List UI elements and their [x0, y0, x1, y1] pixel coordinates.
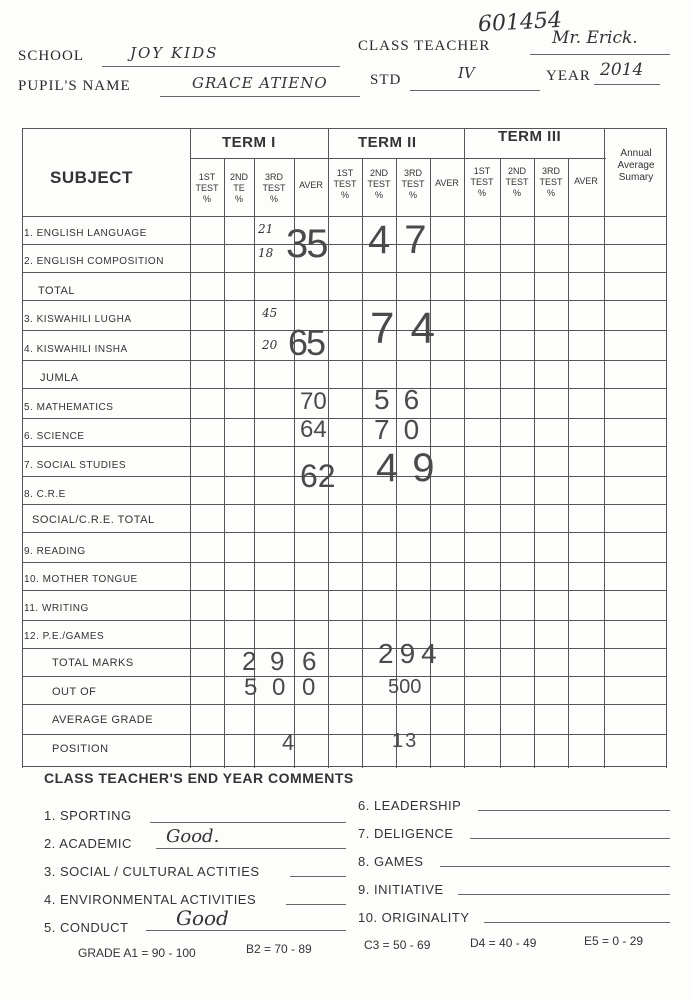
outof-t1-digit: 5	[244, 674, 258, 701]
subject-row: SOCIAL/C.R.E. TOTAL	[32, 514, 155, 526]
kiswahili-t2-mark: 74	[370, 304, 451, 353]
subject-row: 6. SCIENCE	[24, 431, 85, 442]
subject-row: 8. C.R.E	[24, 489, 66, 500]
outof-t1-digit: 0	[302, 674, 316, 701]
subject-row: 3. KISWAHILI LUGHA	[24, 314, 132, 325]
subject-row: TOTAL	[38, 285, 75, 297]
comment-environmental-label: 4. ENVIRONMENTAL ACTIVITIES	[44, 892, 257, 907]
comment-underline	[440, 866, 670, 867]
science-t1-mark: 64	[300, 416, 327, 443]
comments-title: CLASS TEACHER'S END YEAR COMMENTS	[44, 770, 354, 786]
subject-row: AVERAGE GRADE	[52, 714, 154, 726]
subject-row: TOTAL MARKS	[52, 657, 134, 669]
grade-c3: C3 = 50 - 69	[364, 938, 431, 952]
t1-test2-header: 2ND TE %	[229, 172, 248, 204]
term-2-header: TERM II	[358, 134, 417, 151]
class-teacher-value: Mr. Erick.	[552, 28, 638, 48]
eng-lang-t1-mark: 21	[258, 222, 274, 236]
comment-underline	[470, 838, 670, 839]
subject-row: OUT OF	[52, 686, 97, 698]
grade-e5: E5 = 0 - 29	[584, 934, 644, 948]
t1-test3-header: 3RD TEST %	[262, 172, 286, 204]
t3-test3-header: 3RD TEST %	[539, 166, 563, 198]
comment-underline	[150, 822, 346, 823]
pupil-name-label: PUPIL'S NAME	[18, 78, 131, 94]
pupil-underline	[160, 96, 360, 97]
comment-conduct-value: Good	[176, 906, 229, 930]
comment-underline	[458, 894, 670, 895]
kiswahili-t1-average: 65	[288, 322, 325, 363]
comment-underline	[484, 922, 670, 923]
t2-test1-header: 1ST TEST %	[333, 168, 357, 200]
comment-sporting-label: 1. SPORTING	[44, 808, 132, 823]
outof-t2-mark: 500	[388, 676, 422, 698]
subject-row: POSITION	[52, 743, 109, 755]
std-underline	[410, 90, 540, 91]
subject-row: 9. READING	[24, 546, 86, 557]
comment-academic-value: Good.	[166, 826, 220, 847]
term-3-header: TERM III	[498, 128, 562, 145]
year-label: YEAR	[546, 68, 591, 84]
comment-leadership-label: 6. LEADERSHIP	[358, 798, 462, 813]
english-t2-mark: 47	[368, 218, 441, 262]
eng-comp-t1-mark: 18	[258, 246, 274, 260]
english-t1-average: 35	[286, 222, 327, 266]
kis-lugha-t1-mark: 45	[262, 306, 278, 320]
t2-test2-header: 2ND TEST %	[367, 168, 391, 200]
comment-games-label: 8. GAMES	[358, 854, 424, 869]
comment-conduct-label: 5. CONDUCT	[44, 920, 129, 935]
grade-a1: GRADE A1 = 90 - 100	[78, 946, 196, 960]
t3-test1-header: 1ST TEST %	[470, 166, 494, 198]
comment-underline	[286, 904, 346, 905]
total-t1-digit: 6	[302, 646, 317, 676]
ref-number: 601454	[477, 7, 563, 38]
subject-row: 1. ENGLISH LANGUAGE	[24, 228, 147, 239]
comment-originality-label: 10. ORIGINALITY	[358, 910, 470, 925]
subject-header: SUBJECT	[50, 168, 133, 187]
subject-row: 11. WRITING	[24, 603, 89, 614]
comment-underline	[156, 848, 346, 849]
annual-average-header: Annual Average Sumary	[617, 148, 655, 183]
total-t1-digit: 9	[270, 646, 285, 676]
social-t2-mark: 49	[376, 446, 449, 490]
total-t2-mark: 294	[378, 638, 443, 669]
total-t1-digit: 2	[242, 646, 257, 676]
t2-aver-header: AVER	[435, 178, 459, 188]
comment-underline	[478, 810, 670, 811]
subject-row: 4. KISWAHILI INSHA	[24, 344, 128, 355]
std-label: STD	[370, 72, 402, 88]
t3-test2-header: 2ND TEST %	[505, 166, 529, 198]
std-value: IV	[458, 64, 475, 82]
subject-row: 12. P.E./GAMES	[24, 631, 105, 642]
pupil-name-value: GRACE ATIENO	[192, 74, 328, 92]
subject-row: JUMLA	[40, 372, 79, 384]
comment-initiative-label: 9. INITIATIVE	[358, 882, 444, 897]
outof-t1-digit: 0	[272, 674, 286, 701]
grade-b2: B2 = 70 - 89	[246, 942, 312, 956]
comment-social-label: 3. SOCIAL / CULTURAL ACTITIES	[44, 864, 260, 879]
subject-row: 5. MATHEMATICS	[24, 402, 114, 413]
position-t2: 13	[392, 730, 419, 752]
class-teacher-label: CLASS TEACHER	[358, 38, 491, 54]
t2-test3-header: 3RD TEST %	[401, 168, 425, 200]
grade-d4: D4 = 40 - 49	[470, 936, 537, 950]
school-value: JOY KIDS	[130, 44, 219, 62]
t1-test1-header: 1ST TEST %	[195, 172, 219, 204]
subject-row: 2. ENGLISH COMPOSITION	[24, 256, 164, 267]
year-underline	[594, 84, 660, 85]
science-t2-mark: 70	[374, 414, 434, 445]
comment-academic-label: 2. ACADEMIC	[44, 836, 132, 851]
term-1-header: TERM I	[222, 134, 276, 151]
year-value: 2014	[600, 60, 644, 80]
math-t1-mark: 70	[300, 388, 327, 415]
comment-deligence-label: 7. DELIGENCE	[358, 826, 454, 841]
math-t2-mark: 56	[374, 384, 434, 415]
kis-insha-t1-mark: 20	[262, 338, 278, 352]
t3-aver-header: AVER	[574, 176, 598, 186]
comment-underline	[290, 876, 346, 877]
t1-aver-header: AVER	[299, 180, 323, 190]
social-t1-mark: 62	[300, 458, 336, 494]
school-label: SCHOOL	[18, 48, 85, 64]
comment-underline	[146, 930, 346, 931]
class-teacher-underline	[530, 54, 670, 55]
school-underline	[102, 66, 340, 67]
subject-row: 7. SOCIAL STUDIES	[24, 460, 127, 471]
position-t1: 4	[282, 730, 295, 755]
subject-row: 10. MOTHER TONGUE	[24, 574, 138, 585]
